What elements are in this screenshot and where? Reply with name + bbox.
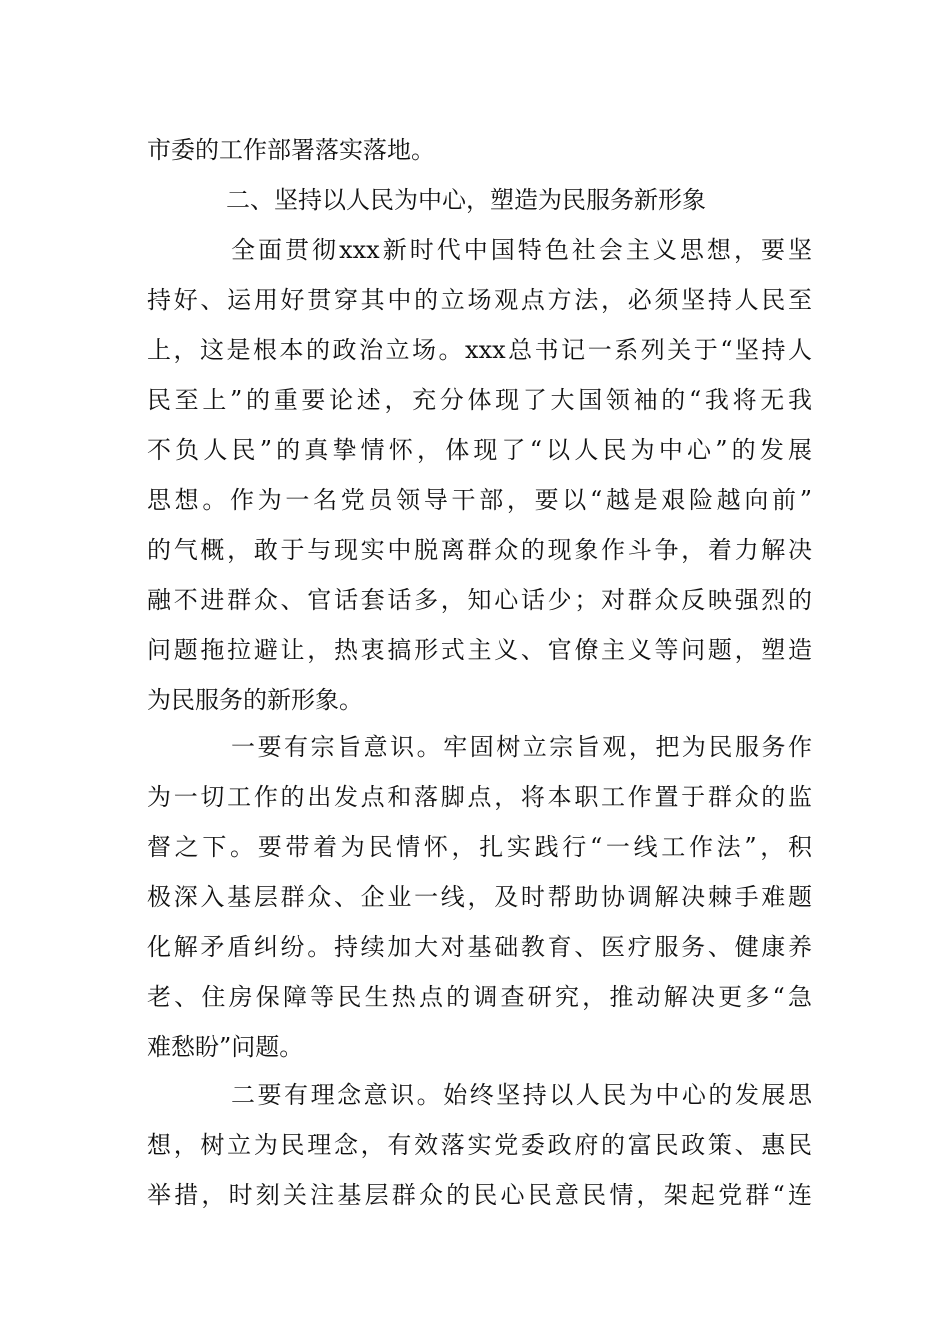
text-line: 极深入基层群众、企业一线，及时帮助协调解决棘手难题 [147,883,812,911]
text-line: 持好、运用好贯穿其中的立场观点方法，必须坚持人民至 [147,286,812,314]
text-line: 难愁盼”问题。 [147,1033,304,1061]
text-line: 问题拖拉避让，热衷搞形式主义、官僚主义等问题，塑造 [147,636,812,664]
text-line: 一要有宗旨意识。牢固树立宗旨观，把为民服务作 [231,733,812,761]
section-heading: 二、坚持以人民为中心，塑造为民服务新形象 [226,186,706,214]
text-line: 不负人民”的真挚情怀，体现了“以人民为中心”的发展 [147,436,812,464]
text-line: 全面贯彻xxx新时代中国特色社会主义思想，要坚 [231,236,812,264]
text-line: 化解矛盾纠纷。持续加大对基础教育、医疗服务、健康养 [147,933,812,961]
text-line: 的气概，敢于与现实中脱离群众的现象作斗争，着力解决 [147,536,812,564]
text-line: 上，这是根本的政治立场。xxx总书记一系列关于“坚持人 [147,336,812,364]
text-line: 二要有理念意识。始终坚持以人民为中心的发展思 [231,1081,812,1109]
text-line: 举措，时刻关注基层群众的民心民意民情，架起党群“连 [147,1181,812,1209]
text-line: 督之下。要带着为民情怀，扎实践行“一线工作法”，积 [147,833,812,861]
text-line: 为民服务的新形象。 [147,686,363,714]
text-line: 民至上”的重要论述，充分体现了大国领袖的“我将无我 [147,386,812,414]
text-line: 市委的工作部署落实落地。 [147,136,435,164]
text-line: 老、住房保障等民生热点的调查研究，推动解决更多“急 [147,983,812,1011]
text-line: 想，树立为民理念，有效落实党委政府的富民政策、惠民 [147,1131,812,1159]
text-line: 思想。作为一名党员领导干部，要以“越是艰险越向前” [147,486,812,514]
text-line: 为一切工作的出发点和落脚点，将本职工作置于群众的监 [147,783,812,811]
text-line: 融不进群众、官话套话多，知心话少；对群众反映强烈的 [147,586,812,614]
